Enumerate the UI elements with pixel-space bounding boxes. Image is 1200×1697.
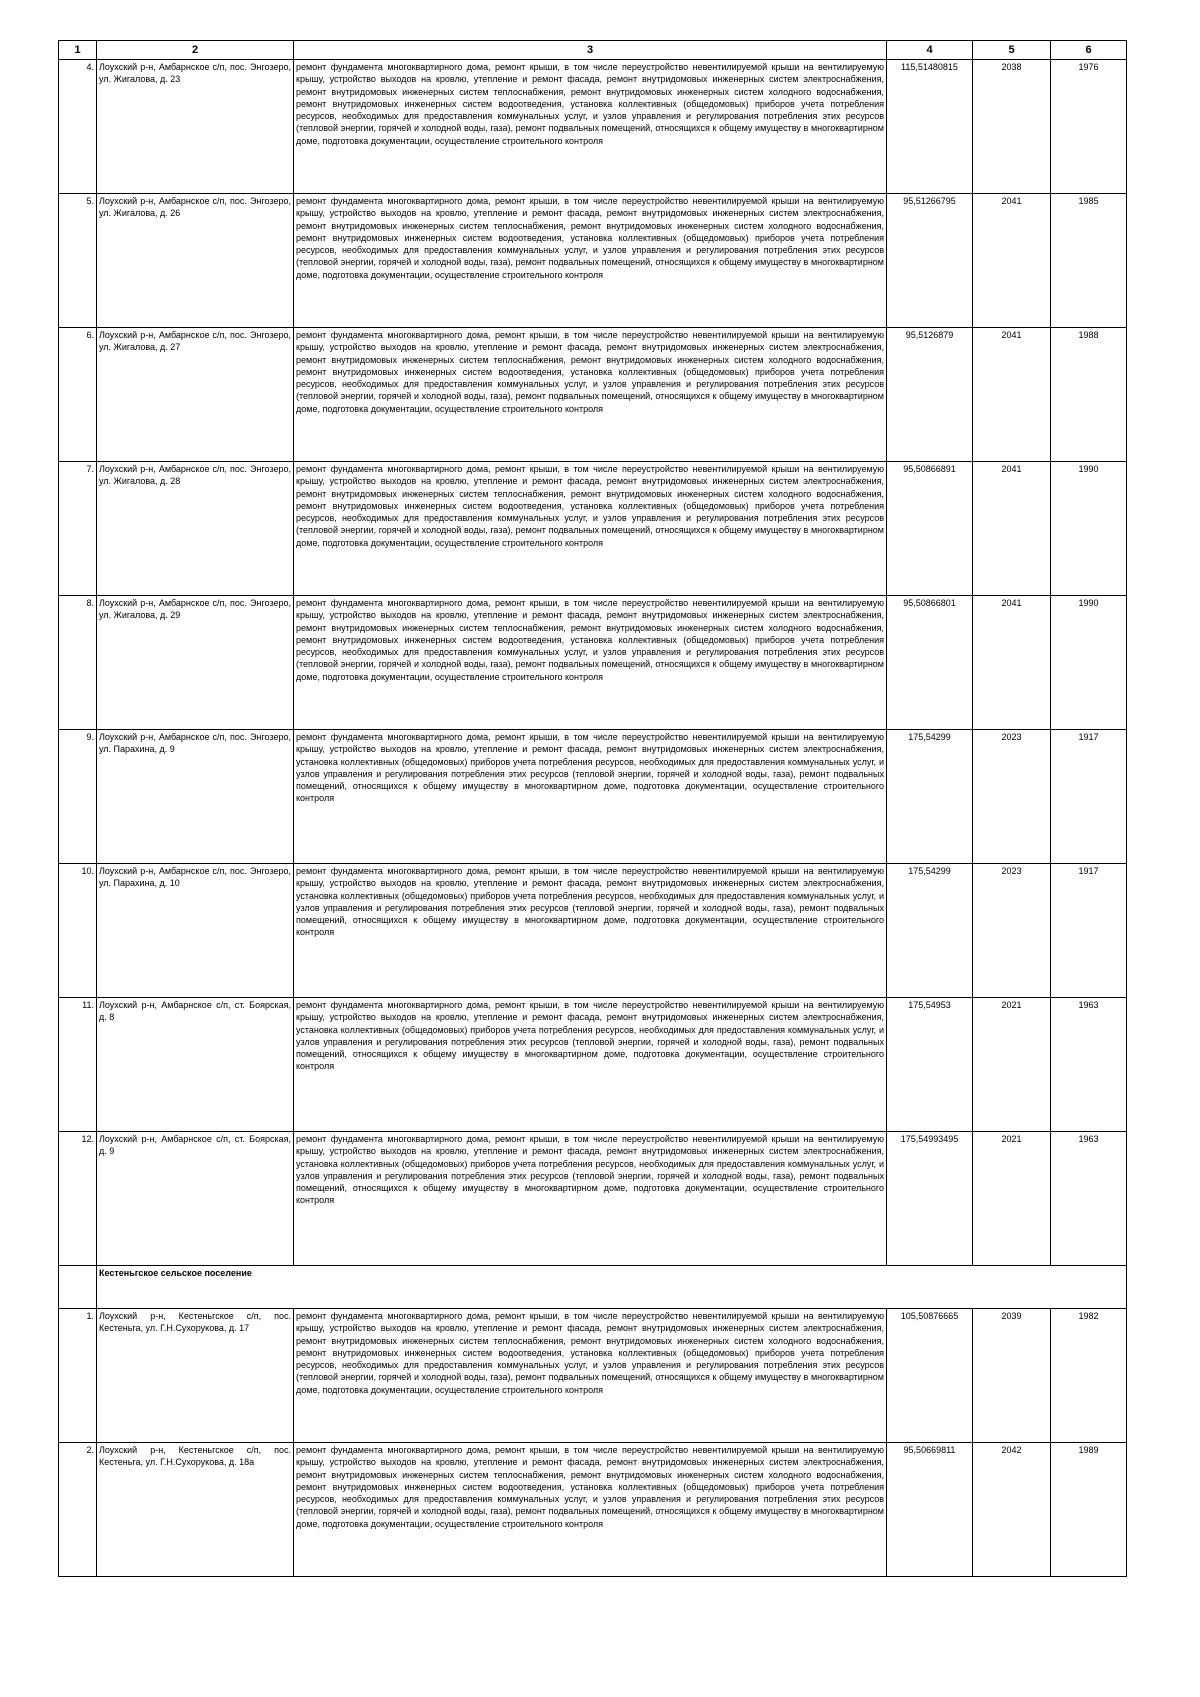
built-year-cell: 1917 — [1051, 864, 1127, 998]
header-cell: 4 — [887, 41, 973, 60]
table-row — [59, 1443, 1127, 1577]
planned-year-cell: 2041 — [973, 328, 1051, 462]
address-cell: Лоухский р-н, Амбарнское с/п, пос. Энгозеро, ул. Жигалова, д. 23 — [97, 60, 294, 194]
table-row — [59, 328, 1127, 462]
row-number-cell: 10. — [59, 864, 97, 998]
row-number-cell: 7. — [59, 462, 97, 596]
planned-year-cell: 2021 — [973, 998, 1051, 1132]
header-cell: 5 — [973, 41, 1051, 60]
cost-cell: 105,50876665 — [887, 1309, 973, 1443]
built-year-cell: 1963 — [1051, 998, 1127, 1132]
address-cell: Лоухский р-н, Амбарнское с/п, ст. Боярская, д. 9 — [97, 1132, 294, 1266]
section-num-cell — [59, 1266, 97, 1309]
address-cell: Лоухский р-н, Кестеньгское с/п, пос. Кестеньга, ул. Г.Н.Сухорукова, д. 17 — [97, 1309, 294, 1443]
section-row — [59, 1266, 1127, 1309]
table-row — [59, 1132, 1127, 1266]
header-cell: 1 — [59, 41, 97, 60]
table-row — [59, 462, 1127, 596]
works-cell: ремонт фундамента многоквартирного дома, ремонт крыши, в том числе переустройство невентилируемой крыши на вентилируемую крышу, устройство выходов на кровлю, утепление и ремонт фасада, ремонт внутридомовых инженерных систем электроснабжения, установка коллективных (общедомовых) приборов учета потребления ресурсов, необходимых для предоставления коммунальных услуг, и узлов управления и регулирования потребления этих ресурсов (тепловой энергии, горячей и холодной воды, газа), ремонт подвальных помещений, относящихся к общему имуществу в многоквартирном доме, подготовка документации, осуществление строительного контроля — [294, 730, 887, 864]
built-year-cell: 1982 — [1051, 1309, 1127, 1443]
works-cell: ремонт фундамента многоквартирного дома, ремонт крыши, в том числе переустройство невентилируемой крыши на вентилируемую крышу, устройство выходов на кровлю, утепление и ремонт фасада, ремонт внутридомовых инженерных систем электроснабжения, ремонт внутридомовых инженерных систем теплоснабжения, ремонт внутридомовых инженерных систем холодного водоснабжения, ремонт внутридомовых инженерных систем водоотведения, установка коллективных (общедомовых) приборов учета потребления ресурсов, необходимых для предоставления коммунальных услуг, и узлов управления и регулирования потребления этих ресурсов (тепловой энергии, горячей и холодной воды, газа), ремонт подвальных помещений, относящихся к общему имуществу в многоквартирном доме, подготовка документации, осуществление строительного контроля — [294, 60, 887, 194]
row-number-cell: 2. — [59, 1443, 97, 1577]
works-cell: ремонт фундамента многоквартирного дома, ремонт крыши, в том числе переустройство невентилируемой крыши на вентилируемую крышу, устройство выходов на кровлю, утепление и ремонт фасада, ремонт внутридомовых инженерных систем электроснабжения, установка коллективных (общедомовых) приборов учета потребления ресурсов, необходимых для предоставления коммунальных услуг, и узлов управления и регулирования потребления этих ресурсов (тепловой энергии, горячей и холодной воды, газа), ремонт подвальных помещений, относящихся к общему имуществу в многоквартирном доме, подготовка документации, осуществление строительного контроля — [294, 998, 887, 1132]
address-cell: Лоухский р-н, Амбарнское с/п, пос. Энгозеро, ул. Жигалова, д. 28 — [97, 462, 294, 596]
section-title: Кестеньгское сельское поселение — [97, 1266, 1127, 1309]
table-row — [59, 596, 1127, 730]
works-cell: ремонт фундамента многоквартирного дома, ремонт крыши, в том числе переустройство невентилируемой крыши на вентилируемую крышу, устройство выходов на кровлю, утепление и ремонт фасада, ремонт внутридомовых инженерных систем электроснабжения, ремонт внутридомовых инженерных систем теплоснабжения, ремонт внутридомовых инженерных систем холодного водоснабжения, ремонт внутридомовых инженерных систем водоотведения, установка коллективных (общедомовых) приборов учета потребления ресурсов, необходимых для предоставления коммунальных услуг, и узлов управления и регулирования потребления этих ресурсов (тепловой энергии, горячей и холодной воды, газа), ремонт подвальных помещений, относящихся к общему имуществу в многоквартирном доме, подготовка документации, осуществление строительного контроля — [294, 596, 887, 730]
header-cell: 3 — [294, 41, 887, 60]
built-year-cell: 1988 — [1051, 328, 1127, 462]
table-row — [59, 194, 1127, 328]
planned-year-cell: 2041 — [973, 462, 1051, 596]
header-cell: 2 — [97, 41, 294, 60]
built-year-cell: 1990 — [1051, 462, 1127, 596]
built-year-cell: 1990 — [1051, 596, 1127, 730]
header-cell: 6 — [1051, 41, 1127, 60]
address-cell: Лоухский р-н, Амбарнское с/п, пос. Энгозеро, ул. Жигалова, д. 27 — [97, 328, 294, 462]
planned-year-cell: 2023 — [973, 730, 1051, 864]
cost-cell: 95,50866891 — [887, 462, 973, 596]
table-row — [59, 730, 1127, 864]
works-cell: ремонт фундамента многоквартирного дома, ремонт крыши, в том числе переустройство невентилируемой крыши на вентилируемую крышу, устройство выходов на кровлю, утепление и ремонт фасада, ремонт внутридомовых инженерных систем электроснабжения, ремонт внутридомовых инженерных систем теплоснабжения, ремонт внутридомовых инженерных систем холодного водоснабжения, ремонт внутридомовых инженерных систем водоотведения, установка коллективных (общедомовых) приборов учета потребления ресурсов, необходимых для предоставления коммунальных услуг, и узлов управления и регулирования потребления этих ресурсов (тепловой энергии, горячей и холодной воды, газа), ремонт подвальных помещений, относящихся к общему имуществу в многоквартирном доме, подготовка документации, осуществление строительного контроля — [294, 1443, 887, 1577]
table-body — [59, 60, 1127, 1577]
address-cell: Лоухский р-н, Кестеньгское с/п, пос. Кестеньга, ул. Г.Н.Сухорукова, д. 18а — [97, 1443, 294, 1577]
planned-year-cell: 2038 — [973, 60, 1051, 194]
built-year-cell: 1985 — [1051, 194, 1127, 328]
row-number-cell: 5. — [59, 194, 97, 328]
cost-cell: 95,51266795 — [887, 194, 973, 328]
works-cell: ремонт фундамента многоквартирного дома, ремонт крыши, в том числе переустройство невентилируемой крыши на вентилируемую крышу, устройство выходов на кровлю, утепление и ремонт фасада, ремонт внутридомовых инженерных систем электроснабжения, ремонт внутридомовых инженерных систем теплоснабжения, ремонт внутридомовых инженерных систем холодного водоснабжения, ремонт внутридомовых инженерных систем водоотведения, установка коллективных (общедомовых) приборов учета потребления ресурсов, необходимых для предоставления коммунальных услуг, и узлов управления и регулирования потребления этих ресурсов (тепловой энергии, горячей и холодной воды, газа), ремонт подвальных помещений, относящихся к общему имуществу в многоквартирном доме, подготовка документации, осуществление строительного контроля — [294, 194, 887, 328]
cost-cell: 115,51480815 — [887, 60, 973, 194]
planned-year-cell: 2023 — [973, 864, 1051, 998]
row-number-cell: 9. — [59, 730, 97, 864]
address-cell: Лоухский р-н, Амбарнское с/п, пос. Энгозеро, ул. Парахина, д. 10 — [97, 864, 294, 998]
built-year-cell: 1963 — [1051, 1132, 1127, 1266]
address-cell: Лоухский р-н, Амбарнское с/п, ст. Боярская, д. 8 — [97, 998, 294, 1132]
repair-program-table — [58, 40, 1127, 1577]
row-number-cell: 11. — [59, 998, 97, 1132]
planned-year-cell: 2041 — [973, 596, 1051, 730]
address-cell: Лоухский р-н, Амбарнское с/п, пос. Энгозеро, ул. Парахина, д. 9 — [97, 730, 294, 864]
works-cell: ремонт фундамента многоквартирного дома, ремонт крыши, в том числе переустройство невентилируемой крыши на вентилируемую крышу, устройство выходов на кровлю, утепление и ремонт фасада, ремонт внутридомовых инженерных систем электроснабжения, ремонт внутридомовых инженерных систем теплоснабжения, ремонт внутридомовых инженерных систем холодного водоснабжения, ремонт внутридомовых инженерных систем водоотведения, установка коллективных (общедомовых) приборов учета потребления ресурсов, необходимых для предоставления коммунальных услуг, и узлов управления и регулирования потребления этих ресурсов (тепловой энергии, горячей и холодной воды, газа), ремонт подвальных помещений, относящихся к общему имуществу в многоквартирном доме, подготовка документации, осуществление строительного контроля — [294, 328, 887, 462]
address-cell: Лоухский р-н, Амбарнское с/п, пос. Энгозеро, ул. Жигалова, д. 29 — [97, 596, 294, 730]
cost-cell: 175,54953 — [887, 998, 973, 1132]
cost-cell: 95,50669811 — [887, 1443, 973, 1577]
cost-cell: 175,54299 — [887, 864, 973, 998]
built-year-cell: 1989 — [1051, 1443, 1127, 1577]
table-row — [59, 864, 1127, 998]
row-number-cell: 4. — [59, 60, 97, 194]
works-cell: ремонт фундамента многоквартирного дома, ремонт крыши, в том числе переустройство невентилируемой крыши на вентилируемую крышу, устройство выходов на кровлю, утепление и ремонт фасада, ремонт внутридомовых инженерных систем электроснабжения, установка коллективных (общедомовых) приборов учета потребления ресурсов, необходимых для предоставления коммунальных услуг, и узлов управления и регулирования потребления этих ресурсов (тепловой энергии, горячей и холодной воды, газа), ремонт подвальных помещений, относящихся к общему имуществу в многоквартирном доме, подготовка документации, осуществление строительного контроля — [294, 864, 887, 998]
planned-year-cell: 2021 — [973, 1132, 1051, 1266]
row-number-cell: 8. — [59, 596, 97, 730]
built-year-cell: 1917 — [1051, 730, 1127, 864]
planned-year-cell: 2041 — [973, 194, 1051, 328]
cost-cell: 175,54993495 — [887, 1132, 973, 1266]
works-cell: ремонт фундамента многоквартирного дома, ремонт крыши, в том числе переустройство невентилируемой крыши на вентилируемую крышу, устройство выходов на кровлю, утепление и ремонт фасада, ремонт внутридомовых инженерных систем электроснабжения, ремонт внутридомовых инженерных систем теплоснабжения, ремонт внутридомовых инженерных систем холодного водоснабжения, ремонт внутридомовых инженерных систем водоотведения, установка коллективных (общедомовых) приборов учета потребления ресурсов, необходимых для предоставления коммунальных услуг, и узлов управления и регулирования потребления этих ресурсов (тепловой энергии, горячей и холодной воды, газа), ремонт подвальных помещений, относящихся к общему имуществу в многоквартирном доме, подготовка документации, осуществление строительного контроля — [294, 1309, 887, 1443]
cost-cell: 95,5126879 — [887, 328, 973, 462]
cost-cell: 95,50866801 — [887, 596, 973, 730]
row-number-cell: 12. — [59, 1132, 97, 1266]
header-row — [59, 41, 1127, 60]
built-year-cell: 1976 — [1051, 60, 1127, 194]
works-cell: ремонт фундамента многоквартирного дома, ремонт крыши, в том числе переустройство невентилируемой крыши на вентилируемую крышу, устройство выходов на кровлю, утепление и ремонт фасада, ремонт внутридомовых инженерных систем электроснабжения, установка коллективных (общедомовых) приборов учета потребления ресурсов, необходимых для предоставления коммунальных услуг, и узлов управления и регулирования потребления этих ресурсов (тепловой энергии, горячей и холодной воды, газа), ремонт подвальных помещений, относящихся к общему имуществу в многоквартирном доме, подготовка документации, осуществление строительного контроля — [294, 1132, 887, 1266]
planned-year-cell: 2039 — [973, 1309, 1051, 1443]
cost-cell: 175,54299 — [887, 730, 973, 864]
table-row — [59, 1309, 1127, 1443]
table-row — [59, 60, 1127, 194]
table-row — [59, 998, 1127, 1132]
row-number-cell: 6. — [59, 328, 97, 462]
planned-year-cell: 2042 — [973, 1443, 1051, 1577]
address-cell: Лоухский р-н, Амбарнское с/п, пос. Энгозеро, ул. Жигалова, д. 26 — [97, 194, 294, 328]
row-number-cell: 1. — [59, 1309, 97, 1443]
works-cell: ремонт фундамента многоквартирного дома, ремонт крыши, в том числе переустройство невентилируемой крыши на вентилируемую крышу, устройство выходов на кровлю, утепление и ремонт фасада, ремонт внутридомовых инженерных систем электроснабжения, ремонт внутридомовых инженерных систем теплоснабжения, ремонт внутридомовых инженерных систем холодного водоснабжения, ремонт внутридомовых инженерных систем водоотведения, установка коллективных (общедомовых) приборов учета потребления ресурсов, необходимых для предоставления коммунальных услуг, и узлов управления и регулирования потребления этих ресурсов (тепловой энергии, горячей и холодной воды, газа), ремонт подвальных помещений, относящихся к общему имуществу в многоквартирном доме, подготовка документации, осуществление строительного контроля — [294, 462, 887, 596]
